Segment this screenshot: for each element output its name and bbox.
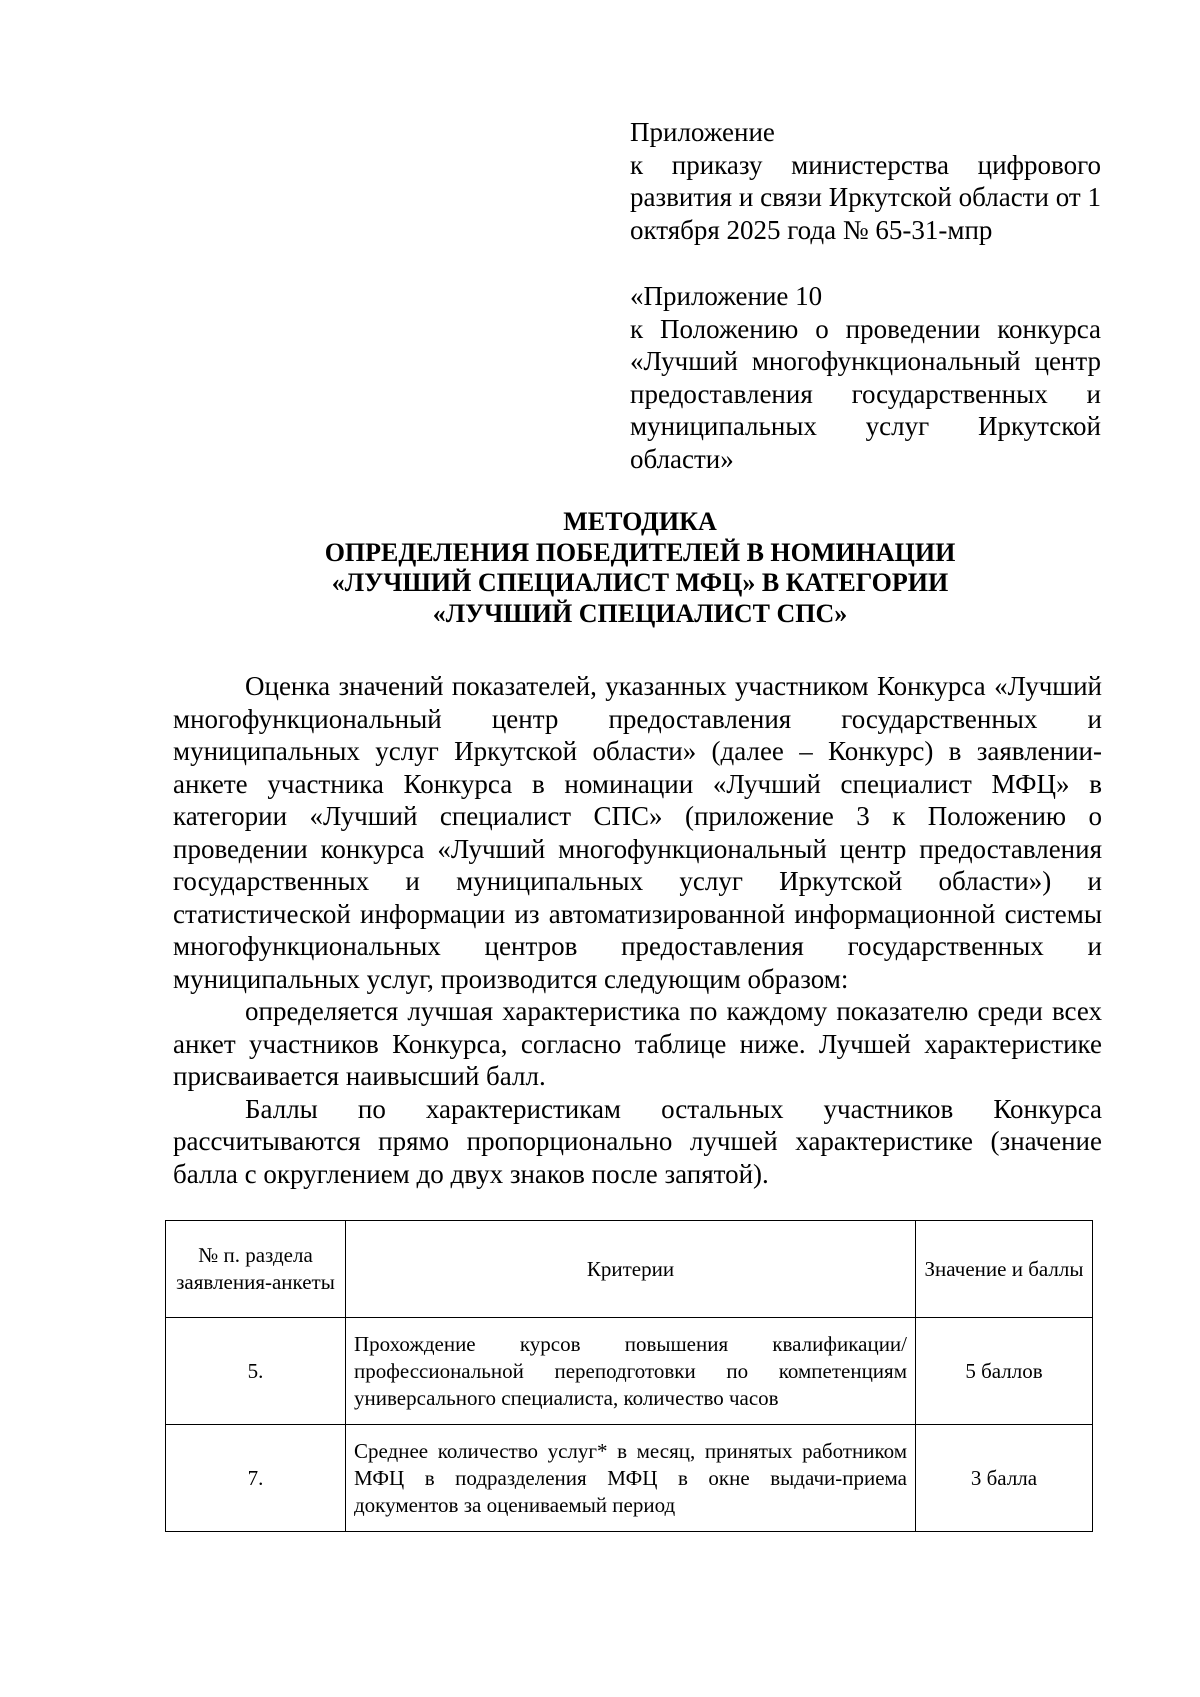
appendix-heading: Приложение bbox=[630, 117, 775, 147]
table-header-row bbox=[166, 1221, 1093, 1318]
title-line-4: «ЛУЧШИЙ СПЕЦИАЛИСТ СПС» bbox=[432, 598, 848, 628]
row-criteria: Среднее количество услуг* в месяц, принятых работником МФЦ в подразделения МФЦ в окне выдачи-приема документов за оцениваемый период bbox=[346, 1425, 916, 1532]
header-value-points: Значение и баллы bbox=[916, 1221, 1093, 1318]
regulation-appendix-reference bbox=[630, 280, 1101, 475]
body-paragraph-best-characteristic: определяется лучшая характеристика по каждому показателю среди всех анкет участников Конкурса, согласно таблице ниже. Лучшей характеристике присваивается наивысший балл. bbox=[173, 996, 1102, 1091]
appendix-order-details: к приказу министерства цифрового развития и связи Иркутской области от 1 октября 2025 года № 65-31-мпр bbox=[630, 149, 1101, 245]
title-line-1: МЕТОДИКА bbox=[563, 507, 717, 536]
row-value-points: 5 баллов bbox=[916, 1318, 1093, 1425]
table-row bbox=[166, 1425, 1093, 1532]
row-value-points: 3 балла bbox=[916, 1425, 1093, 1532]
regulation-appendix-details: к Положению о проведении конкурса «Лучший многофункциональный центр предоставления государственных и муниципальных услуг Иркутской области» bbox=[630, 313, 1101, 474]
header-section-number: № п. раздела заявления-анкеты bbox=[166, 1221, 346, 1318]
row-section-number: 5. bbox=[166, 1318, 346, 1425]
document-title bbox=[160, 507, 1120, 629]
body-paragraph-score-calculation: Баллы по характеристикам остальных участников Конкурса рассчитываются прямо пропорционально лучшей характеристике (значение балла с округлением до двух знаков после запятой). bbox=[173, 1093, 1102, 1189]
row-section-number: 7. bbox=[166, 1425, 346, 1532]
body-paragraph-assessment: Оценка значений показателей, указанных участником Конкурса «Лучший многофункциональный центр предоставления государственных и муниципальных услуг Иркутской области» (далее – Конкурс) в заявлении-анкете участника Конкурса в номинации «Лучший специалист МФЦ» в категории «Лучший специалист СПС» (приложение 3 к Положению о проведении конкурса «Лучший многофункциональный центр предоставления государственных и муниципальных услуг Иркутской области») и статистической информации из автоматизированной информационной системы многофункциональных центров предоставления государственных и муниципальных услуг, производится следующим образом: bbox=[173, 671, 1102, 994]
row-criteria: Прохождение курсов повышения квалификации/ профессиональной переподготовки по компетенциям универсального специалиста, количество часов bbox=[346, 1318, 916, 1425]
title-line-2: ОПРЕДЕЛЕНИЯ ПОБЕДИТЕЛЕЙ В НОМИНАЦИИ bbox=[324, 537, 956, 567]
title-line-3: «ЛУЧШИЙ СПЕЦИАЛИСТ МФЦ» В КАТЕГОРИИ bbox=[331, 568, 949, 597]
criteria-table bbox=[165, 1220, 1093, 1532]
table-row bbox=[166, 1318, 1093, 1425]
body-text bbox=[173, 670, 1102, 1190]
regulation-appendix-heading: «Приложение 10 bbox=[630, 281, 823, 311]
header-criteria: Критерии bbox=[346, 1221, 916, 1318]
order-appendix-reference bbox=[630, 116, 1101, 246]
